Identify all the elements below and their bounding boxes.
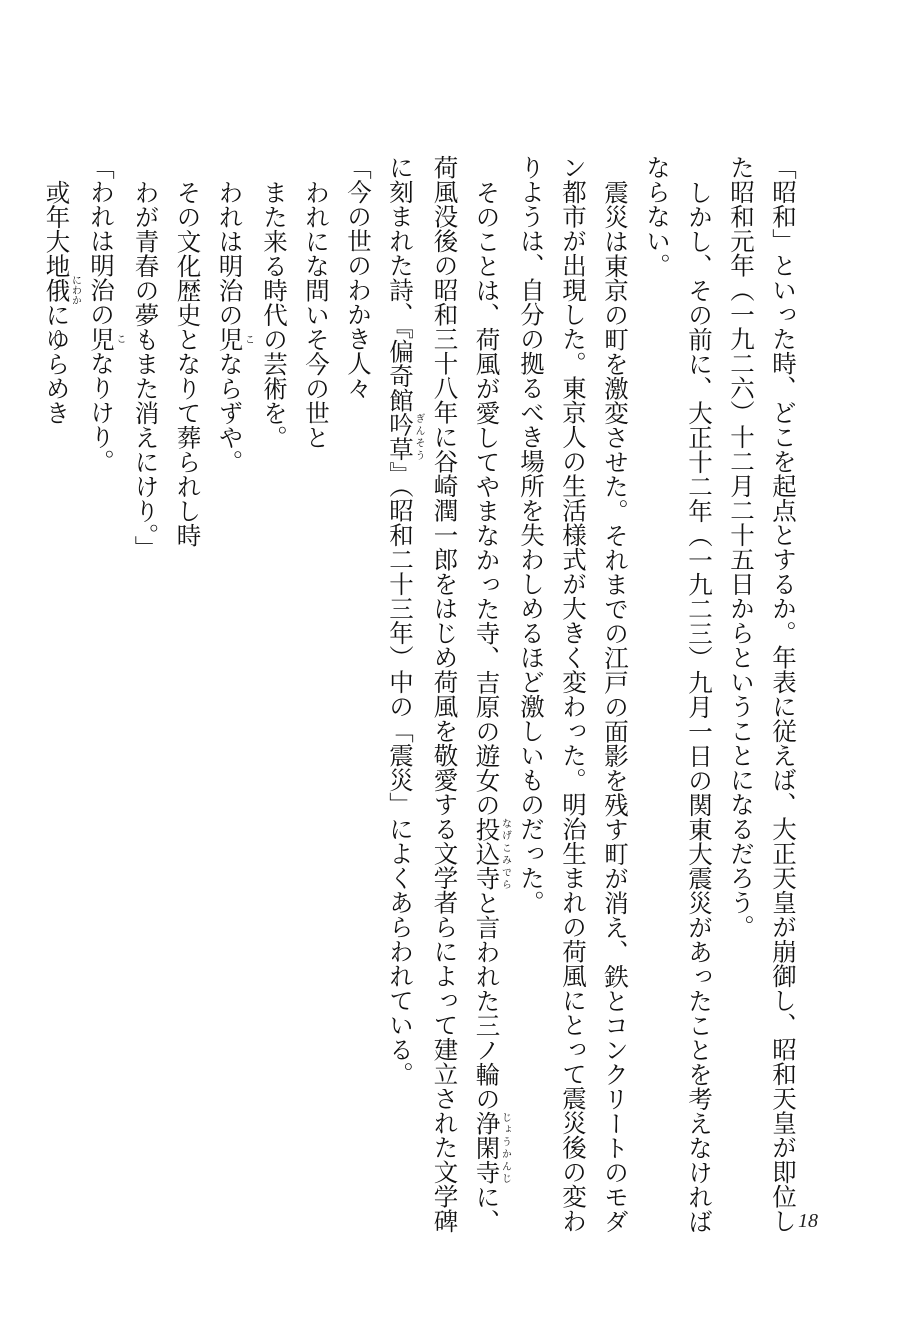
page-number: 18 xyxy=(798,1210,818,1232)
paragraph-2-line-2: ならない。 xyxy=(643,155,672,278)
ruby-annotation: 吟草ぎんそう xyxy=(386,412,424,462)
paragraph-4-line-2: 荷風没後の昭和三十八年に谷崎潤一郎をはじめ荷風を敬愛する文学者らによって建立された文学碑 xyxy=(430,155,460,1233)
poem-line-3: また来る時代の芸術を。 xyxy=(260,179,289,449)
ruby-annotation: 俄にわか xyxy=(42,274,81,305)
ruby-annotation: 児こ xyxy=(87,326,125,351)
paragraph-1-line-2: た昭和元年（一九二六）十二月二十五日からということになるだろう。 xyxy=(727,155,756,939)
poem-line-5: その文化歴史となりて葬られし時 xyxy=(173,179,203,547)
paragraph-4-line-3: に刻まれた詩、『偏奇館吟草ぎんそう』（昭和二十三年）中の「震災」によくあらわれている。 xyxy=(386,155,424,1086)
paragraph-1-line-1: 「昭和」といった時、どこを起点とするか。年表に従えば、大正天皇が崩御し、昭和天皇が即位し xyxy=(769,155,798,1233)
poem-line-8: 或年大地俄にわかにゆらめき xyxy=(42,179,81,425)
vertical-text-body xyxy=(42,155,804,1233)
poem-line-7: 「われは明治の児こなりけり。 xyxy=(87,155,125,474)
ruby-annotation: 投込寺なげこみでら xyxy=(472,816,511,890)
paragraph-3-line-3: りようは、自分の拠るべき場所を失わしめるほど激しいものだった。 xyxy=(517,155,546,915)
ruby-annotation: 児こ xyxy=(215,326,254,351)
poem-line-6: わが青春の夢もまた消えにけり。」 xyxy=(131,179,161,560)
ruby-annotation: 浄閑寺じょうかんじ xyxy=(472,1110,511,1184)
paragraph-2-line-1: しかし、その前に、大正十二年（一九二三）九月一日の関東大震災があったことを考えなければ xyxy=(685,179,714,1233)
paragraph-4-line-1: そのことは、荷風が愛してやまなかった寺、吉原の遊女の投込寺なげこみでらと言われた三ノ輪の浄閑寺じょうかんじに、 xyxy=(472,179,511,1233)
poem-line-4: われは明治の児こならずや。 xyxy=(215,179,254,474)
poem-line-1: 「今の世のわかき人々 xyxy=(344,155,373,400)
paragraph-3-line-1: 震災は東京の町を激変させた。それまでの江戸の面影を残す町が消え、鉄とコンクリートのモダ xyxy=(601,179,630,1233)
poem-line-2: われにな問いそ今の世と xyxy=(302,179,331,449)
paragraph-3-line-2: ン都市が出現した。東京人の生活様式が大きく変わった。明治生まれの荷風にとって震災後の変わ xyxy=(559,155,588,1233)
